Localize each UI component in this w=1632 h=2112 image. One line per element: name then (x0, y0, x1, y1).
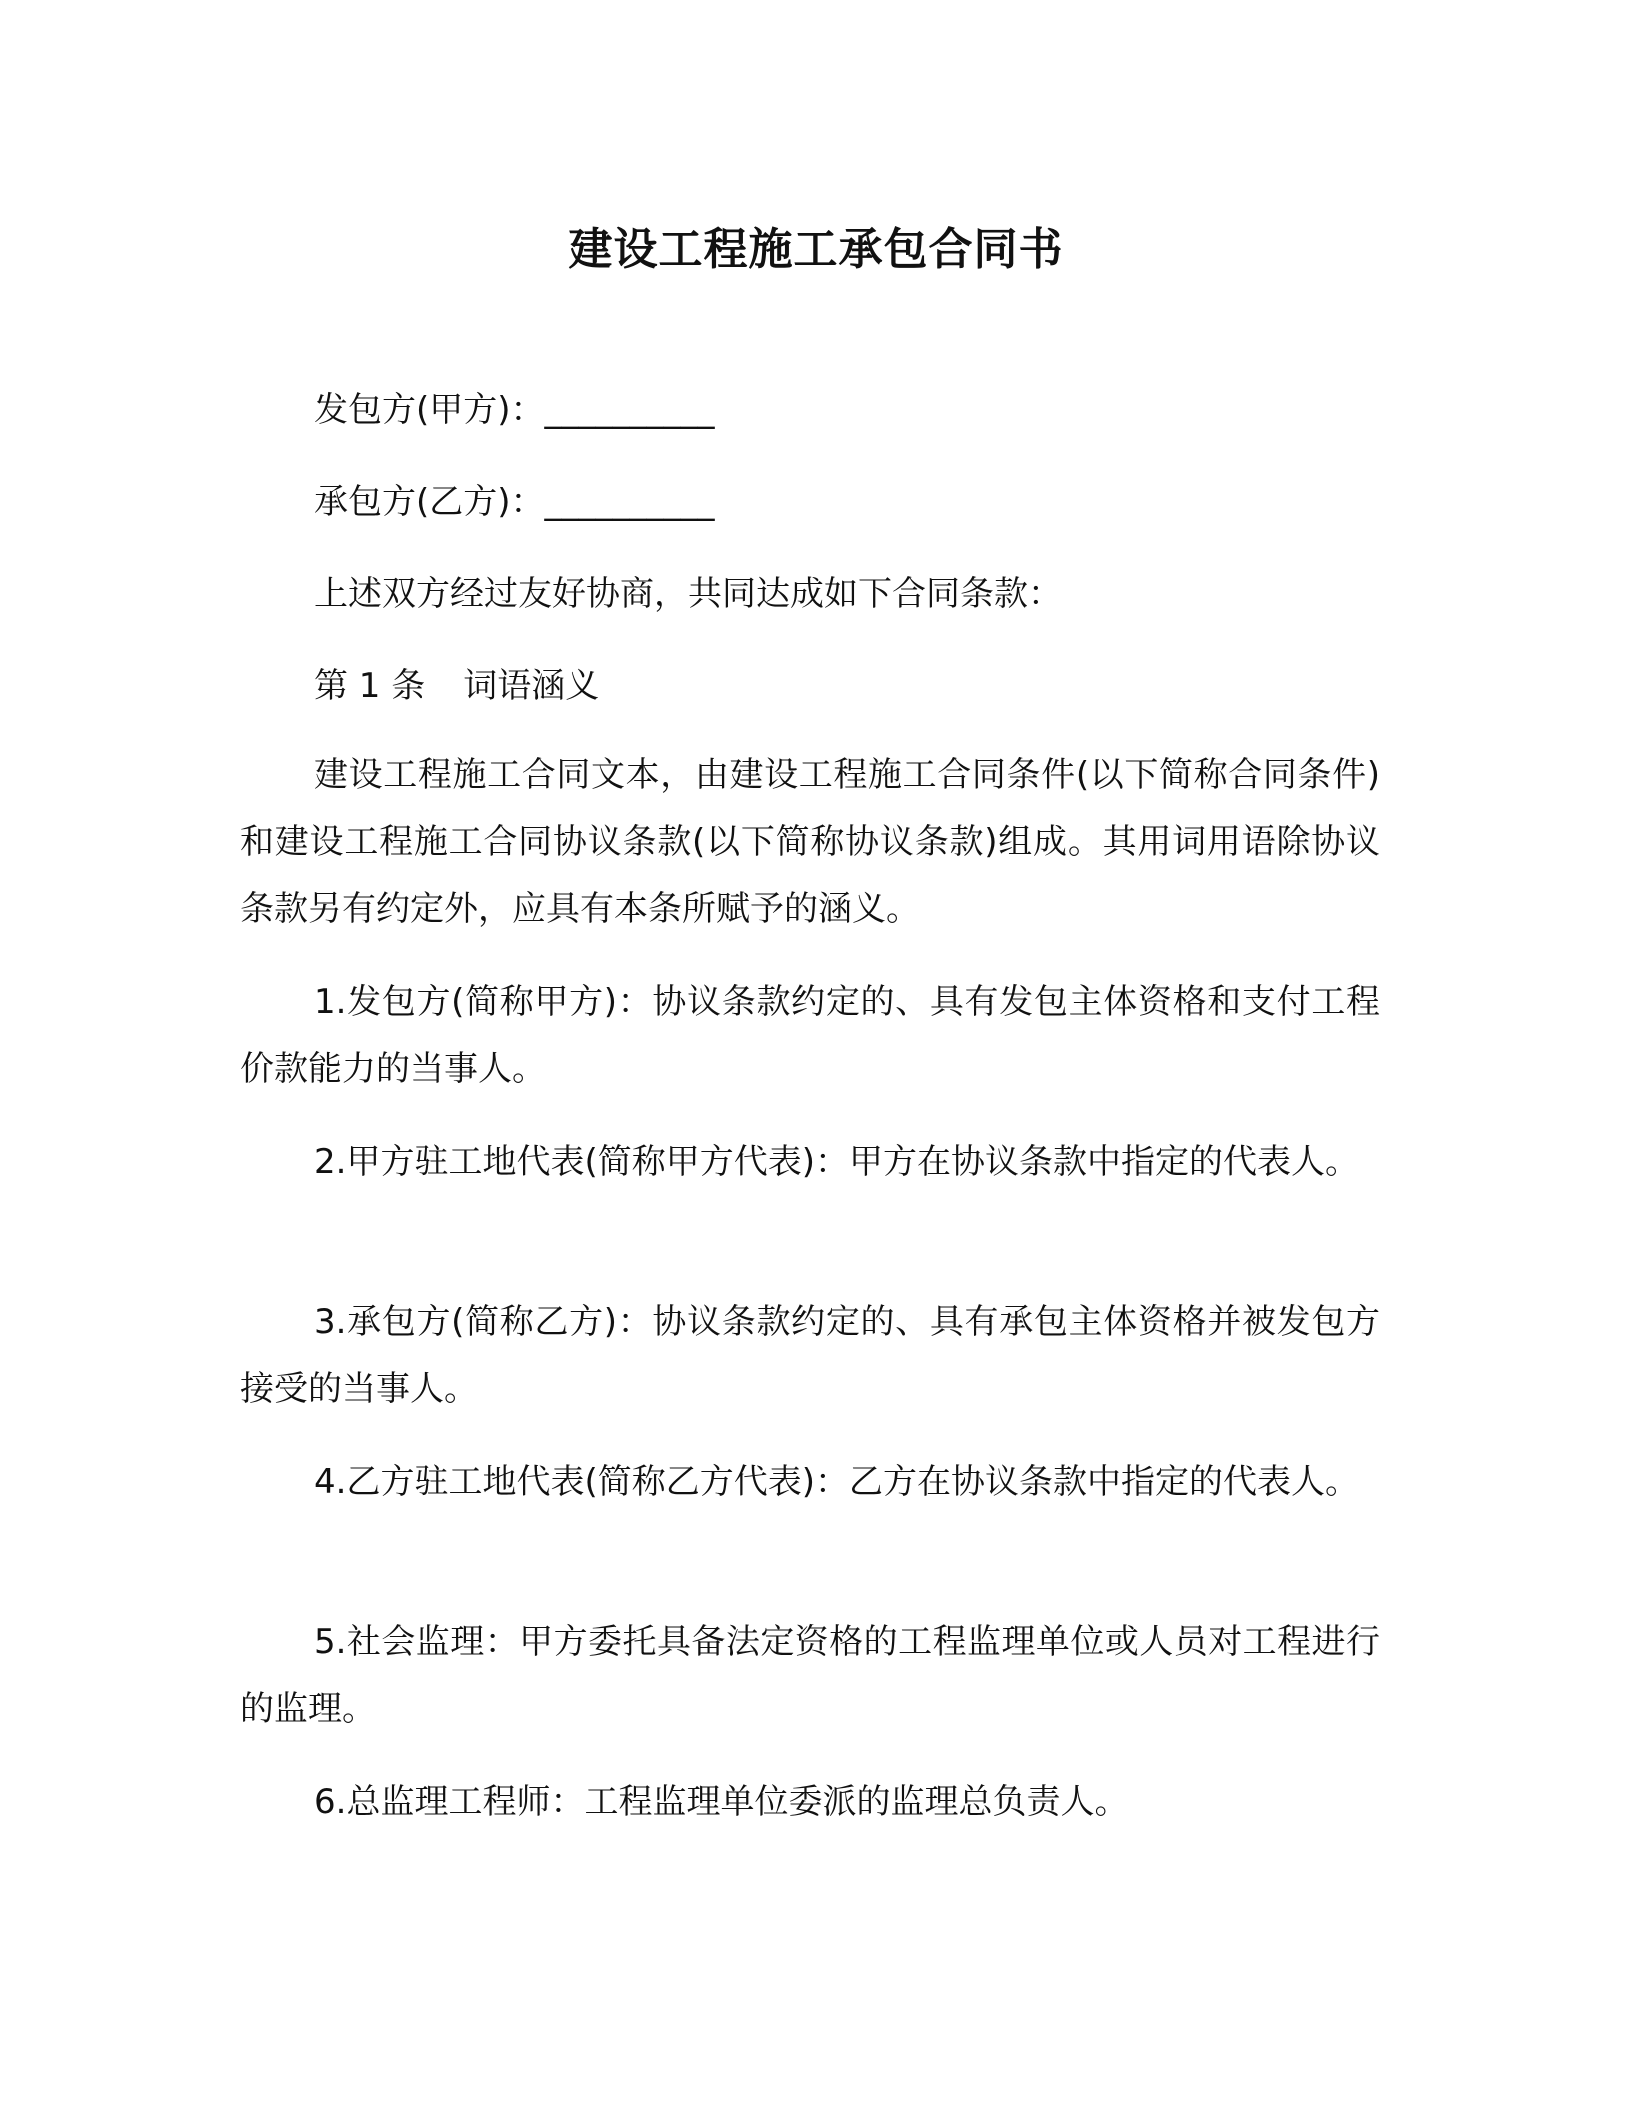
party-b-label: 承包方(乙方)： (314, 482, 545, 522)
article-number: 第 1 条 (314, 666, 426, 706)
party-b-line (314, 478, 715, 526)
intro-text: 上述双方经过友好协商，共同达成如下合同条款： (314, 574, 1062, 614)
paragraph-item-3: 3.承包方(简称乙方)：协议条款约定的、具有承包主体资格并被发包方接受的当事人。 (240, 1302, 1380, 1409)
party-a-label: 发包方(甲方)： (314, 390, 545, 430)
paragraph-definition-intro: 建设工程施工合同文本，由建设工程施工合同条件(以下简称合同条件)和建设工程施工合同协议条款(以下简称协议条款)组成。其用词用语除协议条款另有约定外，应具有本条所赋予的涵义。 (240, 755, 1380, 929)
article-title: 词语涵义 (463, 666, 600, 706)
party-b-blank: __________ (544, 482, 715, 522)
paragraph-item-5: 5.社会监理：甲方委托具备法定资格的工程监理单位或人员对工程进行的监理。 (240, 1622, 1380, 1729)
paragraph-item-1: 1.发包方(简称甲方)：协议条款约定的、具有发包主体资格和支付工程价款能力的当事人。 (240, 982, 1380, 1089)
paragraph-item-6: 6.总监理工程师：工程监理单位委派的监理总负责人。 (314, 1782, 1129, 1822)
party-a-line (314, 386, 715, 434)
paragraph-item-2: 2.甲方驻工地代表(简称甲方代表)：甲方在协议条款中指定的代表人。 (314, 1142, 1359, 1182)
document-title: 建设工程施工承包合同书 (568, 224, 1064, 275)
party-a-blank: __________ (544, 390, 715, 430)
paragraph-item-4: 4.乙方驻工地代表(简称乙方代表)：乙方在协议条款中指定的代表人。 (314, 1462, 1359, 1502)
article-1-heading (314, 662, 599, 710)
